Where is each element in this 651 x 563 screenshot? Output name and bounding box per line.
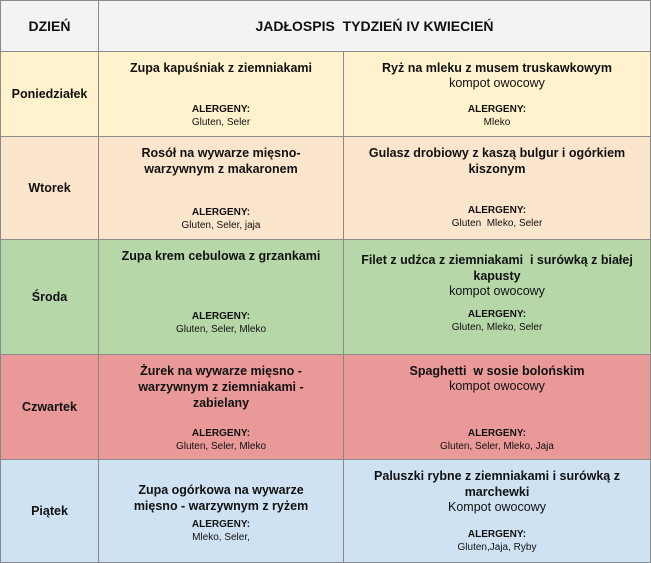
main-thursday [344,355,651,460]
soup-dish: Zupa ogórkowa na wywarze mięsno - warzywnym z ryżem [133,483,309,513]
soup-allergens: Gluten, Seler [191,117,251,128]
main-dish: Filet z udźca z ziemniakami i surówką z białej kapusty [361,253,637,283]
allergens-label: ALERGENY: [191,311,251,322]
soup-dish: Rosół na wywarze mięsno-warzywnym z makaronem [141,146,301,176]
main-allergens: Gluten, Mleko, Seler [451,322,543,333]
soup-dish: Zupa kapuśniak z ziemniakami [129,61,312,75]
allergens-label: ALERGENY: [467,309,527,320]
soup-dish: Zupa krem cebulowa z grzankami [121,249,321,263]
main-drink: kompot owocowy [449,284,545,298]
allergens-label: ALERGENY: [467,529,527,540]
soup-monday [99,52,344,137]
soup-allergens: Gluten, Seler, Mleko [175,441,267,452]
day-friday: Piątek [1,460,99,563]
soup-tuesday [99,137,344,240]
allergens-label: ALERGENY: [191,207,251,218]
main-drink: kompot owocowy [449,379,545,393]
allergens-label: ALERGENY: [191,519,251,530]
allergens-label: ALERGENY: [191,428,251,439]
soup-allergens: Gluten, Seler, jaja [181,220,261,231]
main-allergens: Gluten Mleko, Seler [451,218,543,229]
soup-dish: Żurek na wywarze mięsno - warzywnym z ziemniakami - zabielany [138,364,304,410]
main-dish: Paluszki rybne z ziemniakami i surówką z marchewki [374,469,620,499]
day-monday: Poniedziałek [1,52,99,137]
main-dish: Gulasz drobiowy z kaszą bulgur i ogórkiem kiszonym [368,146,626,176]
main-allergens: Mleko [483,117,511,128]
allergens-label: ALERGENY: [467,205,527,216]
day-tuesday: Wtorek [1,137,99,240]
soup-wednesday [99,240,344,355]
main-friday [344,460,651,563]
main-dish: Ryż na mleku z musem truskawkowym [382,61,612,75]
day-wednesday: Środa [1,240,99,355]
soup-allergens: Mleko, Seler, [192,532,250,543]
allergens-label: ALERGENY: [467,104,527,115]
soup-allergens: Gluten, Seler, Mleko [175,324,267,335]
header-day-column: DZIEŃ [1,1,99,52]
main-monday [344,52,651,137]
soup-thursday [99,355,344,460]
main-allergens: Gluten,Jaja, Ryby [457,542,537,553]
main-tuesday [344,137,651,240]
main-drink: Kompot owocowy [448,500,546,514]
soup-friday [99,460,344,563]
main-allergens: Gluten, Seler, Mleko, Jaja [440,441,554,452]
page-title: JADŁOSPIS TYDZIEŃ IV KWIECIEŃ [99,1,651,52]
main-drink: kompot owocowy [449,76,545,90]
allergens-label: ALERGENY: [467,428,527,439]
main-dish: Spaghetti w sosie bolońskim [409,364,585,378]
day-thursday: Czwartek [1,355,99,460]
allergens-label: ALERGENY: [191,104,251,115]
main-wednesday [344,240,651,355]
